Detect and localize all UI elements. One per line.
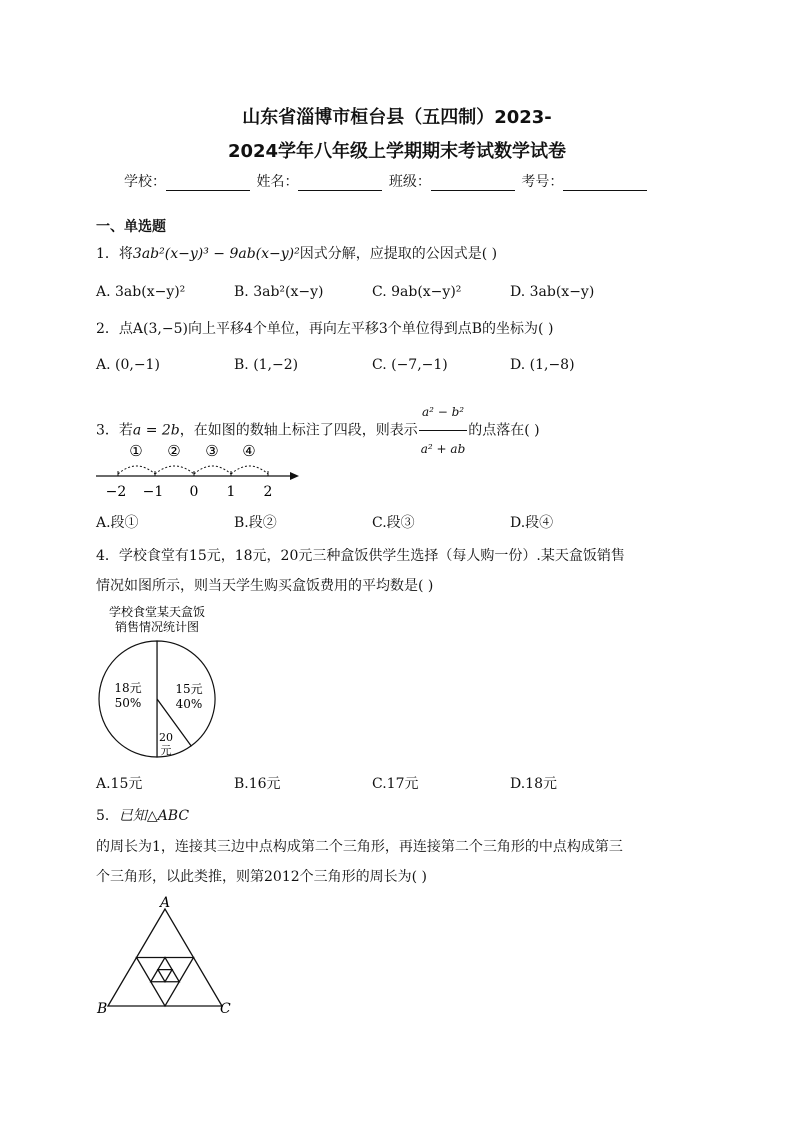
q3-option-d: D.段④ (510, 515, 554, 531)
vertex-label-a: A (159, 895, 171, 911)
q3-option-c: C.段③ (372, 515, 415, 531)
q4-option-d: D.18元 (510, 776, 557, 792)
fraction-numerator: a² − b² (419, 394, 467, 431)
tick-label: 0 (189, 484, 199, 500)
question-5-line-3: 个三角形，以此类推，则第2012个三角形的周长为( ) (96, 869, 428, 885)
question-2 (96, 318, 553, 338)
q2-option-c: C. (−7,−1) (372, 357, 448, 373)
segment-label-4: ④ (242, 442, 256, 460)
nested-triangles-figure (92, 895, 242, 1020)
slice-pct-18: 50% (114, 696, 142, 710)
segment-label-2: ② (167, 442, 181, 460)
school-blank (166, 176, 250, 191)
class-label: 班级： (388, 174, 431, 190)
question-number: 3． (96, 422, 119, 439)
question-text: 学校食堂有15元，18元，20元三种盒饭供学生选择（每人购一份）.某天盒饭销售 (118, 548, 625, 564)
tick-label: 2 (263, 484, 273, 500)
page-title-line-1: 山东省淄博市桓台县（五四制）2023- (242, 107, 552, 128)
question-text: 将 (118, 246, 133, 262)
vertex-label-b: B (97, 1001, 108, 1017)
question-4-line-2: 情况如图所示，则当天学生购买盒饭费用的平均数是( ) (96, 578, 434, 594)
class-blank (431, 176, 515, 191)
question-text: 已知△ABC (118, 808, 190, 824)
segment-label-1: ① (129, 442, 143, 460)
q1-option-c: C. 9ab(x−y)² (372, 284, 462, 300)
question-number: 1． (96, 246, 119, 262)
section-heading: 一、单选题 (96, 219, 166, 235)
q3-option-b: B.段② (234, 515, 277, 531)
tick-label: −2 (105, 484, 127, 500)
question-number: 5． (96, 808, 119, 824)
name-blank (298, 176, 382, 191)
tick-label: −1 (142, 484, 164, 500)
question-4 (96, 545, 625, 565)
q1-option-b: B. 3ab²(x−y) (234, 284, 324, 300)
school-label: 学校： (124, 174, 166, 190)
slice-label-20-unit: 元 (160, 744, 172, 757)
question-1 (96, 243, 497, 263)
chart-title-line-2: 销售情况统计图 (114, 620, 200, 634)
segment-label-3: ③ (205, 442, 219, 460)
q2-option-b: B. (1,−2) (234, 357, 299, 373)
slice-label-20: 20 (159, 731, 173, 744)
slice-label-15: 15元 (175, 682, 203, 696)
number-line-figure (90, 438, 305, 500)
slice-label-18: 18元 (114, 681, 142, 695)
info-fields (124, 171, 649, 191)
name-label: 姓名： (256, 174, 299, 190)
segment-arcs (118, 466, 268, 474)
fraction-denominator: a² + ab (420, 442, 466, 456)
chart-title-line-1: 学校食堂某天盒饭 (108, 605, 206, 619)
question-5-line-2: 的周长为1，连接其三边中点构成第二个三角形，再连接第二个三角形的中点构成第三 (96, 839, 623, 855)
q4-option-c: C.17元 (372, 776, 419, 792)
q3-option-a: A.段① (96, 515, 139, 531)
exam-number-label: 考号： (521, 174, 564, 190)
q4-option-a: A.15元 (96, 776, 143, 792)
axis-arrow-icon (290, 472, 299, 480)
page-title-line-2: 2024学年八年级上学期期末考试数学试卷 (227, 141, 567, 162)
question-text: 因式分解，应提取的公因式是( ) (299, 246, 498, 262)
tick-label: 1 (226, 484, 236, 500)
triangle-4 (158, 970, 172, 982)
q1-option-a: A. 3ab(x−y)² (96, 284, 186, 300)
fraction-expression (419, 394, 467, 467)
pie-chart (92, 600, 232, 762)
vertex-label-c: C (220, 1001, 231, 1017)
q1-option-d: D. 3ab(x−y) (510, 284, 595, 300)
exam-number-blank (563, 176, 647, 191)
math-expression: 3ab²(x−y)³ − 9ab(x−y)² (132, 246, 300, 262)
question-text: 若 (118, 422, 133, 439)
condition-expression: a = 2b (132, 422, 180, 439)
q2-option-d: D. (1,−8) (510, 357, 575, 373)
question-text: 的点落在( ) (468, 422, 540, 439)
question-text: ，在如图的数轴上标注了四段，则表示 (179, 422, 418, 439)
q2-option-a: A. (0,−1) (96, 357, 160, 373)
question-number: 2． (96, 321, 119, 337)
question-text: 点A(3,−5)向上平移4个单位，再向左平移3个单位得到点B的坐标为( ) (118, 321, 554, 337)
slice-pct-15: 40% (175, 697, 203, 711)
question-number: 4． (96, 548, 119, 564)
q4-option-b: B.16元 (234, 776, 281, 792)
question-5 (96, 805, 189, 825)
